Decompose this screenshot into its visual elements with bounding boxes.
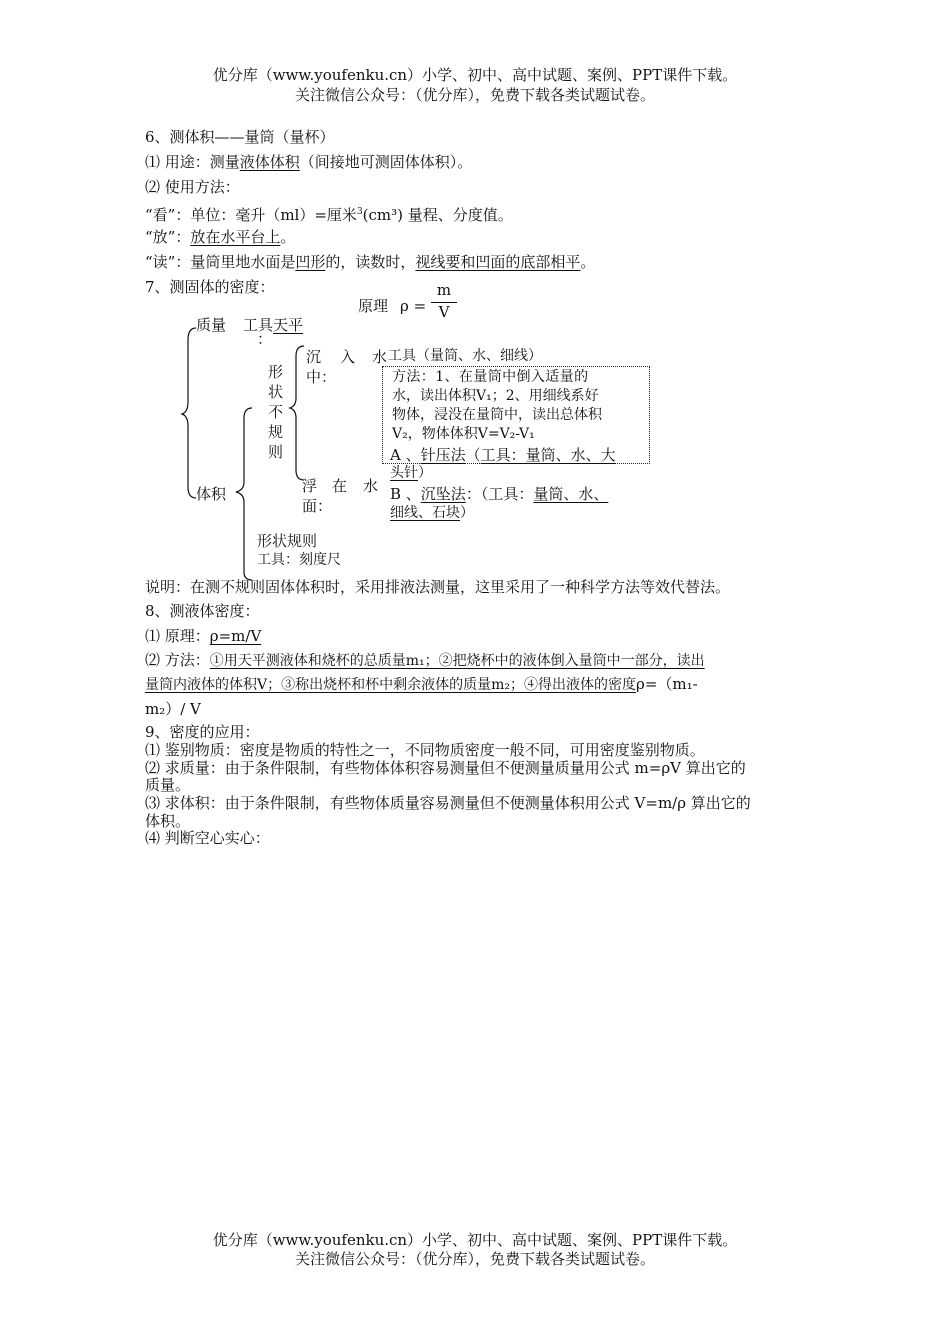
- s7-mass-colon: ：: [257, 330, 273, 348]
- s7-irregular-3: 不: [268, 403, 284, 421]
- s7-volume: 体积: [196, 485, 227, 503]
- s7-irregular-2: 状: [268, 383, 284, 401]
- s8-principle: ⑴ 原理：ρ=m/V: [145, 627, 262, 645]
- s7-regular: 形状规则: [257, 532, 318, 550]
- s7-sink-b: 入: [340, 348, 356, 366]
- s7-rho: ρ =: [400, 297, 427, 315]
- s7-fraction-numerator: m: [436, 281, 452, 299]
- s6-method: ⑵ 使用方法：: [145, 178, 240, 196]
- s7-sink-a: 沉: [306, 348, 322, 366]
- s7-float-d: 面：: [302, 497, 333, 515]
- header-line-2: 关注微信公众号：（优分库），免费下载各类试题试卷。: [294, 86, 655, 104]
- s9-item-3: ⑶ 求体积：由于条件限制，有些物体质量容易测量但不便测量体积用公式 V=m/ρ 算出它的: [145, 794, 751, 812]
- s7-mass-tool: 工具天平: [243, 316, 304, 334]
- s7-method-a-line2: 头针）: [390, 465, 432, 481]
- s7-method-line-1: 方法：1、在量筒中倒入适量的: [392, 369, 589, 385]
- s7-method-line-3: 物体，浸没在量筒中，读出总体积: [392, 407, 602, 423]
- s7-fraction-denominator: V: [438, 303, 450, 321]
- s7-principle-label: 原理: [358, 297, 389, 315]
- brace-irregular: [290, 346, 304, 480]
- s6-title: 6、测体积——量筒（量杯）: [145, 128, 335, 146]
- s9-title: 9、密度的应用：: [145, 723, 260, 741]
- s7-mass: 质量: [196, 316, 227, 334]
- s8-method-line-1: ⑵ 方法：①用天平测液体和烧杯的总质量m₁；②把烧杯中的液体倒入量筒中一部分，读出: [145, 651, 705, 669]
- s7-float-c: 水: [363, 477, 379, 495]
- s7-method-line-4: V₂，物体体积V=V₂-V₁: [392, 426, 535, 442]
- s7-method-line-2: 水，读出体积V₁；2、用细线系好: [392, 388, 599, 404]
- s8-title: 8、测液体密度：: [145, 602, 260, 620]
- brace-main: [182, 328, 196, 498]
- s7-sink-tool: 工具（量筒、水、细线）: [388, 348, 542, 364]
- s9-item-4: ⑷ 判断空心实心：: [145, 829, 270, 847]
- brace-diagram: [0, 0, 950, 600]
- s7-note: 说明：在测不规则固体体积时，采用排液法测量，这里采用了一种科学方法等效代替法。: [145, 578, 731, 596]
- s7-sink-c: 水: [372, 348, 388, 366]
- footer-line-2: 关注微信公众号：（优分库），免费下载各类试题试卷。: [294, 1250, 655, 1268]
- s9-item-3-cont: 体积。: [145, 812, 191, 830]
- s7-regular-tool: 工具：刻度尺: [257, 552, 341, 568]
- s8-method-line-2: 量筒内液体的体积V；③称出烧杯和杯中剩余液体的质量m₂；④得出液体的密度ρ=（m₁-: [145, 675, 698, 693]
- s6-use: ⑴ 用途：测量液体体积（间接地可测固体体积）。: [145, 153, 473, 171]
- s7-irregular-4: 规: [268, 423, 284, 441]
- s7-method-b: B 、沉坠法：（工具：量筒、水、: [390, 485, 609, 503]
- s8-method-line-3: m₂）/ V: [145, 700, 201, 718]
- brace-volume: [236, 408, 252, 580]
- s6-put: “放”：放在水平台上。: [145, 228, 296, 246]
- s6-look: “看”：单位：毫升（ml）=厘米$^3$(cm³) 量程、分度值。: [145, 206, 513, 224]
- s7-float-a: 浮: [302, 477, 318, 495]
- s9-item-2-cont: 质量。: [145, 776, 191, 794]
- s7-method-a: A 、针压法（工具：量筒、水、大: [390, 446, 616, 464]
- s7-irregular-5: 则: [268, 443, 284, 461]
- s9-item-2: ⑵ 求质量：由于条件限制，有些物体体积容易测量但不便测量质量用公式 m=ρV 算出它的: [145, 759, 746, 777]
- footer-line-1: 优分库（www.youfenku.cn）小学、初中、高中试题、案例、PPT课件下载。: [212, 1231, 738, 1249]
- s9-item-1: ⑴ 鉴别物质：密度是物质的特性之一，不同物质密度一般不同，可用密度鉴别物质。: [145, 741, 705, 759]
- s7-sink-d: 中：: [306, 368, 337, 386]
- header-line-1: 优分库（www.youfenku.cn）小学、初中、高中试题、案例、PPT课件下载。: [212, 66, 738, 84]
- s7-irregular-1: 形: [268, 363, 284, 381]
- s7-float-b: 在: [332, 477, 348, 495]
- s7-title: 7、测固体的密度：: [145, 278, 275, 296]
- s6-read: “读”：量筒里地水面是凹形的，读数时，视线要和凹面的底部相平。: [145, 253, 596, 271]
- s7-method-b-line2: 细线、石块）: [390, 505, 474, 521]
